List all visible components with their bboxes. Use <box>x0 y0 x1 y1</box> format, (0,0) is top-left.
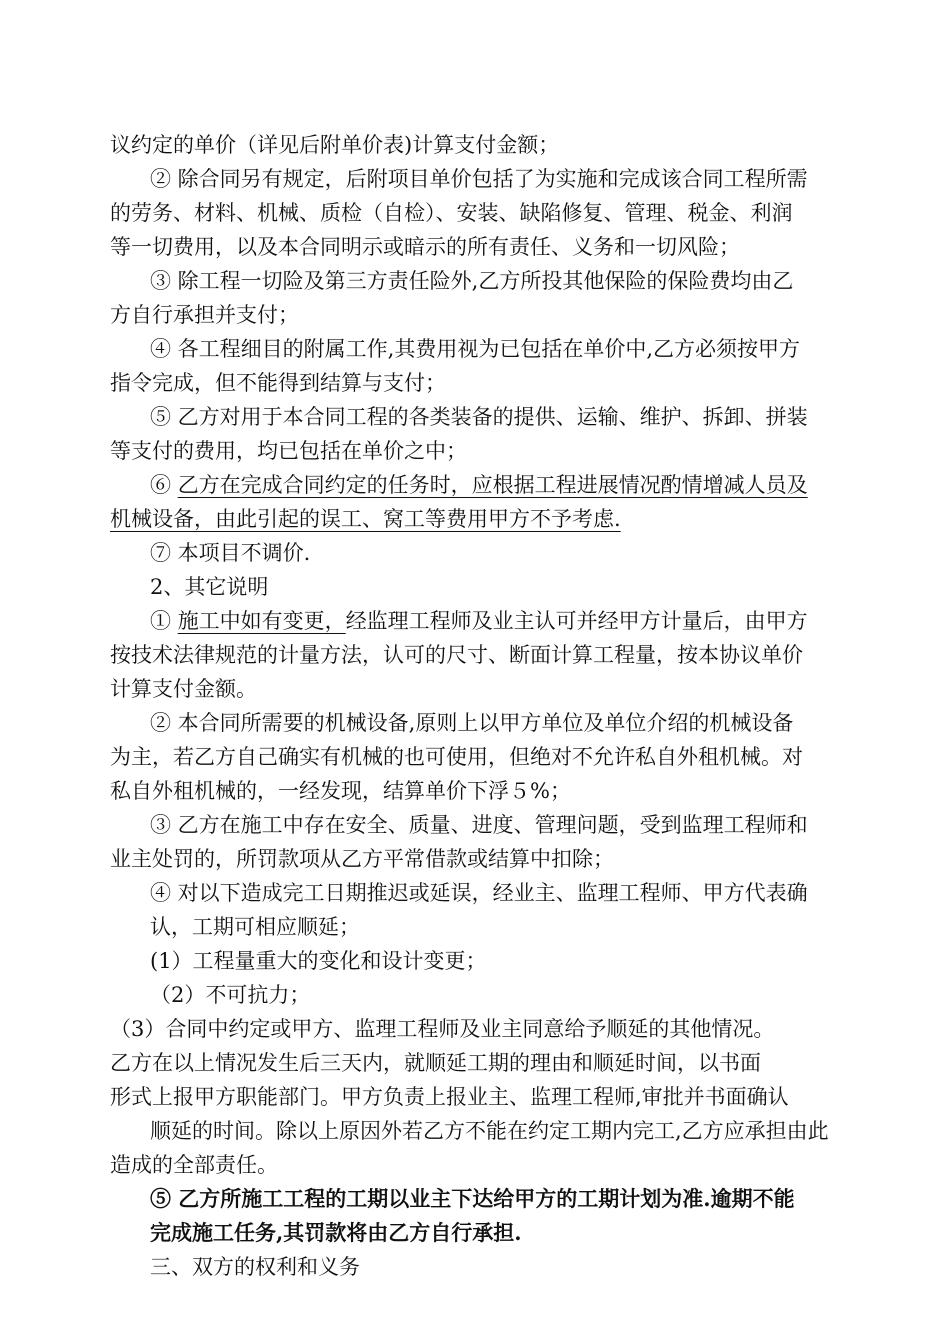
text-line: 为主，若乙方自己确实有机械的也可使用，但绝对不允许私自外租机械。对 <box>110 745 803 769</box>
text-line: 业主处罚的，所罚款项从乙方平常借款或结算中扣除； <box>110 847 614 871</box>
section-heading: 2、其它说明 <box>150 575 269 599</box>
subsection-heading: 完成施工任务,其罚款将由乙方自行承担. <box>150 1220 522 1245</box>
text-line: 乙方在以上情况发生后三天内，就顺延工期的理由和顺延时间，以书面 <box>110 1051 761 1075</box>
underlined-text: 乙方在完成合同约定的任务时，应根据工程进展情况酌情增减人员及 <box>177 473 808 497</box>
text-line <box>150 468 808 502</box>
text-line: 认，工期可相应顺延； <box>150 915 360 939</box>
text-line: ③ 乙方在施工中存在安全、质量、进度、管理问题，受到监理工程师和 <box>150 813 808 837</box>
section-heading: ⑤ 乙方所施工工程的工期以业主下达给甲方的工期计划为准.逾期不能 <box>150 1186 795 1211</box>
text-line: 议约定的单价（详见后附单价表)计算支付金额； <box>110 133 560 157</box>
text-line: ⑦ 本项目不调价. <box>150 541 311 565</box>
text-line: 三、双方的权利和义务 <box>150 1255 360 1279</box>
underlined-text-line: 机械设备，由此引起的误工、窝工等费用甲方不予考虑. <box>110 507 621 531</box>
text-line: 按技术法律规范的计量方法，认可的尺寸、断面计算工程量，按本协议单价 <box>110 643 803 667</box>
text-line: 私自外租机械的，一经发现，结算单价下浮５%； <box>110 779 571 803</box>
text-line: 顺延的时间。除以上原因外若乙方不能在约定工期内完工,乙方应承担由此 <box>150 1119 829 1143</box>
text-line: (1）工程量重大的变化和设计变更； <box>150 949 487 973</box>
text-line: ③ 除工程一切险及第三方责任险外,乙方所投其他保险的保险费均由乙 <box>150 269 794 293</box>
text-line: ② 本合同所需要的机械设备,原则上以甲方单位及单位介绍的机械设备 <box>150 711 794 735</box>
text-line: ② 除合同另有规定，后附项目单价包括了为实施和完成该合同工程所需 <box>150 167 808 191</box>
text-line: 方自行承担并支付； <box>110 303 299 327</box>
text-line: 的劳务、材料、机械、质检（自检）、安装、缺陷修复、管理、税金、利润 <box>110 201 793 225</box>
text-line: ④ 各工程细目的附属工作,其费用视为已包括在单价中,乙方必须按甲方 <box>150 337 801 361</box>
text-line: （3）合同中约定或甲方、监理工程师及业主同意给予顺延的其他情况。 <box>110 1017 775 1041</box>
text-line: （2）不可抗力； <box>150 983 311 1007</box>
text-line: 等支付的费用，均已包括在单价之中； <box>110 439 467 463</box>
text-line: ⑤ 乙方对用于本合同工程的各类装备的提供、运输、维护、拆卸、拼装 <box>150 405 808 429</box>
text-line: ④ 对以下造成完工日期推迟或延误，经业主、监理工程师、甲方代表确 <box>150 881 808 905</box>
text-line <box>150 604 808 638</box>
text-span: 经监理工程师及业主认可并经甲方计量后，由甲方 <box>345 609 808 633</box>
text-line: 形式上报甲方职能部门。甲方负责上报业主、监理工程师,审批并书面确认 <box>110 1085 789 1109</box>
text-line: 造成的全部责任。 <box>110 1153 278 1177</box>
item-marker: ⑥ <box>150 473 178 497</box>
text-line: 等一切费用，以及本合同明示或暗示的所有责任、义务和一切风险； <box>110 235 740 259</box>
text-line: 计算支付金额。 <box>110 677 257 701</box>
text-line: 指令完成，但不能得到结算与支付； <box>110 371 446 395</box>
underlined-text: 施工中如有变更， <box>177 609 346 633</box>
item-marker: ① <box>150 609 178 633</box>
